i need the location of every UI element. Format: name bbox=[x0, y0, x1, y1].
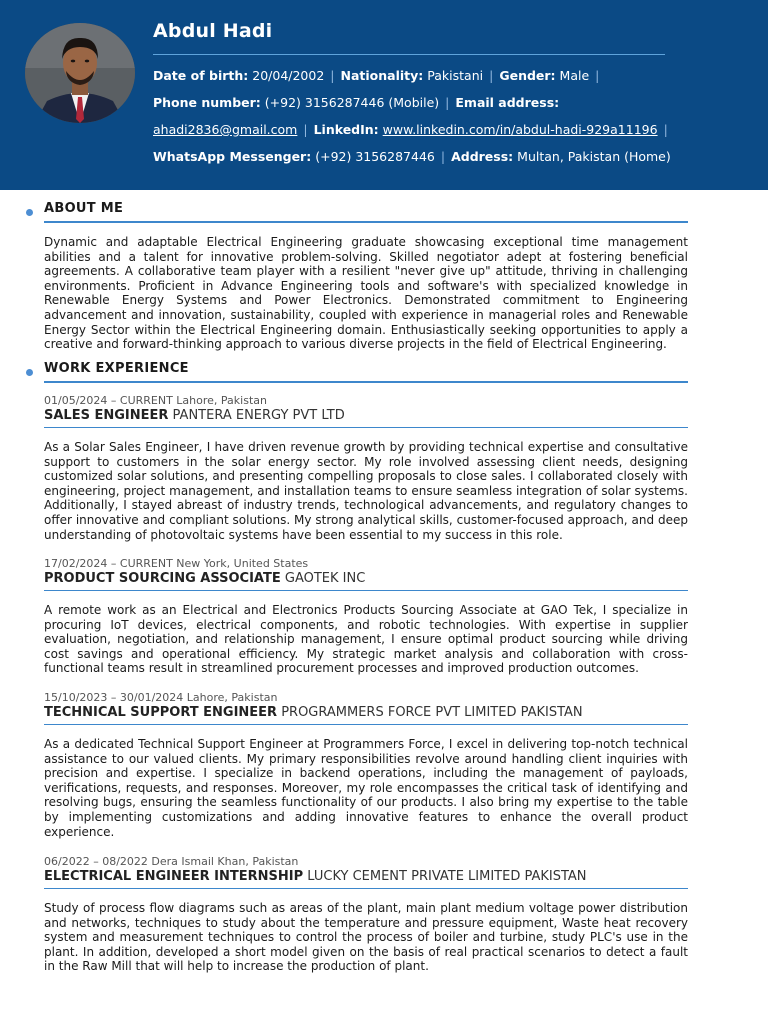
info-line-3 bbox=[153, 122, 674, 138]
job-role: PRODUCT SOURCING ASSOCIATE bbox=[44, 571, 281, 586]
job-divider bbox=[44, 590, 688, 591]
phone-label: Phone number: bbox=[153, 95, 261, 110]
job-title bbox=[44, 571, 688, 587]
separator: | bbox=[489, 68, 494, 83]
job-dates-location: 15/10/2023 – 30/01/2024 Lahore, Pakistan bbox=[44, 691, 278, 704]
about-heading: ABOUT ME bbox=[44, 201, 124, 216]
whatsapp-value: (+92) 3156287446 bbox=[315, 149, 435, 164]
separator: | bbox=[330, 68, 335, 83]
email-link[interactable]: ahadi2836@gmail.com bbox=[153, 122, 298, 137]
linkedin-label: LinkedIn: bbox=[313, 122, 379, 137]
job-divider bbox=[44, 427, 688, 428]
job-dates-location: 06/2022 – 08/2022 Dera Ismail Khan, Pakistan bbox=[44, 855, 299, 868]
job-role: SALES ENGINEER bbox=[44, 408, 169, 423]
job-description: Study of process flow diagrams such as areas of the plant, main plant medium voltage power distribution and networks, techniques to study about the temperature and pressure equipment, Waste heat recovery system and measurement techniques to control the process of boiler and turbine, study PLC's use in the plant. In addition, developed a short model given on the basis of real practical scenarios to detect a fault in the Raw Mill that will help to increase the production of plant. bbox=[44, 901, 688, 974]
address-value: Multan, Pakistan (Home) bbox=[517, 149, 671, 164]
gender-label: Gender: bbox=[499, 68, 556, 83]
whatsapp-label: WhatsApp Messenger: bbox=[153, 149, 312, 164]
job-entry bbox=[44, 691, 688, 839]
job-divider bbox=[44, 888, 688, 889]
section-divider bbox=[44, 381, 688, 383]
job-entry bbox=[44, 557, 688, 676]
avatar bbox=[25, 23, 135, 123]
profile-photo bbox=[25, 23, 135, 123]
candidate-name: Abdul Hadi bbox=[153, 20, 273, 42]
job-entry bbox=[44, 394, 688, 542]
job-role: TECHNICAL SUPPORT ENGINEER bbox=[44, 705, 278, 720]
job-entry bbox=[44, 855, 688, 974]
email-label: Email address: bbox=[455, 95, 560, 110]
work-section bbox=[44, 361, 688, 383]
about-section bbox=[44, 201, 688, 352]
separator: | bbox=[595, 68, 600, 83]
dob-value: 20/04/2002 bbox=[252, 68, 325, 83]
name-divider bbox=[153, 54, 665, 55]
phone-value: (+92) 3156287446 (Mobile) bbox=[264, 95, 440, 110]
job-role: ELECTRICAL ENGINEER INTERNSHIP bbox=[44, 869, 304, 884]
job-description: As a Solar Sales Engineer, I have driven revenue growth by providing technical expertise and consultative support to customers in the solar energy sector. My role involved assessing client needs, designing customized solar solutions, and presenting compelling proposals to close sales. I collaborated closely with engineering, project management, and installation teams to ensure seamless integration of solar systems. Additionally, I stayed abreast of industry trends, technological advancements, and regulatory changes to offer innovative and compliant solutions. My strong analytical skills, customer-focused approach, and deep understanding of photovoltaic systems have been essential to my success in this role. bbox=[44, 440, 688, 542]
job-title bbox=[44, 869, 688, 885]
job-company: LUCKY CEMENT PRIVATE LIMITED PAKISTAN bbox=[307, 869, 587, 884]
job-company: PROGRAMMERS FORCE PVT LIMITED PAKISTAN bbox=[281, 705, 583, 720]
separator: | bbox=[440, 149, 446, 164]
job-company: PANTERA ENERGY PVT LTD bbox=[172, 408, 345, 423]
info-line-4 bbox=[153, 149, 671, 165]
info-line-2 bbox=[153, 95, 559, 111]
job-dates-location: 17/02/2024 – CURRENT New York, United States bbox=[44, 557, 309, 570]
nationality-value: Pakistani bbox=[427, 68, 484, 83]
linkedin-link[interactable]: www.linkedin.com/in/abdul-hadi-929a11196 bbox=[382, 122, 658, 137]
job-description: As a dedicated Technical Support Engineer at Programmers Force, I excel in delivering top-notch technical assistance to our valued clients. My primary responsibilities revolve around handling client inquiries with precision and expertise. I specialize in backend operations, including the management of payloads, verifications, requests, and responses. Moreover, my role encompasses the critical task of identifying and resolving bugs, ensuring the seamless functionality of our products. I also bring my expertise to the table by implementing customizations and adding innovative features to enhance the overall product experience. bbox=[44, 737, 688, 839]
job-divider bbox=[44, 724, 688, 725]
gender-value: Male bbox=[559, 68, 590, 83]
section-divider bbox=[44, 221, 688, 223]
job-title bbox=[44, 705, 688, 721]
job-dates-location: 01/05/2024 – CURRENT Lahore, Pakistan bbox=[44, 394, 267, 407]
about-text: Dynamic and adaptable Electrical Engineering graduate showcasing exceptional time management abilities and a talent for innovative problem-solving. Skilled negotiator adept at fostering beneficial agreements. A collaborative team player with a resilient "never give up" attitude, thriving in challenging environments. Proficient in Advance Engineering tools and software's with specialized knowledge in Renewable Energy Systems and Power Electronics. Demonstrated commitment to Engineering advancement and innovation, sustainability, coupled with experience in managerial roles and Renewable Energy Sector within the Electrical Engineering domain. Enthusiastically seeking opportunities to apply a creative and forward-thinking approach to various diverse projects in the field of Electrical Engineering. bbox=[44, 235, 688, 352]
job-company: GAOTEK INC bbox=[284, 571, 366, 586]
job-description: A remote work as an Electrical and Electronics Products Sourcing Associate at GAO Tek, I specialize in procuring IoT devices, electrical components, and robotic technologies. With expertise in supplier evaluation, negotiation, and relationship management, I ensure optimal product sourcing while driving cost savings and operational efficiency. My strategic market analysis and collaboration with cross-functional teams result in streamlined procurement processes and improved production outcomes. bbox=[44, 603, 688, 676]
dob-label: Date of birth: bbox=[153, 68, 249, 83]
job-title bbox=[44, 408, 688, 424]
separator: | bbox=[445, 95, 450, 110]
work-heading: WORK EXPERIENCE bbox=[44, 361, 189, 376]
section-bullet-icon bbox=[26, 369, 33, 376]
header-banner bbox=[0, 0, 768, 190]
separator: | bbox=[663, 122, 668, 137]
separator: | bbox=[303, 122, 308, 137]
nationality-label: Nationality: bbox=[340, 68, 424, 83]
section-bullet-icon bbox=[26, 209, 33, 216]
address-label: Address: bbox=[451, 149, 514, 164]
info-line-1 bbox=[153, 68, 605, 84]
